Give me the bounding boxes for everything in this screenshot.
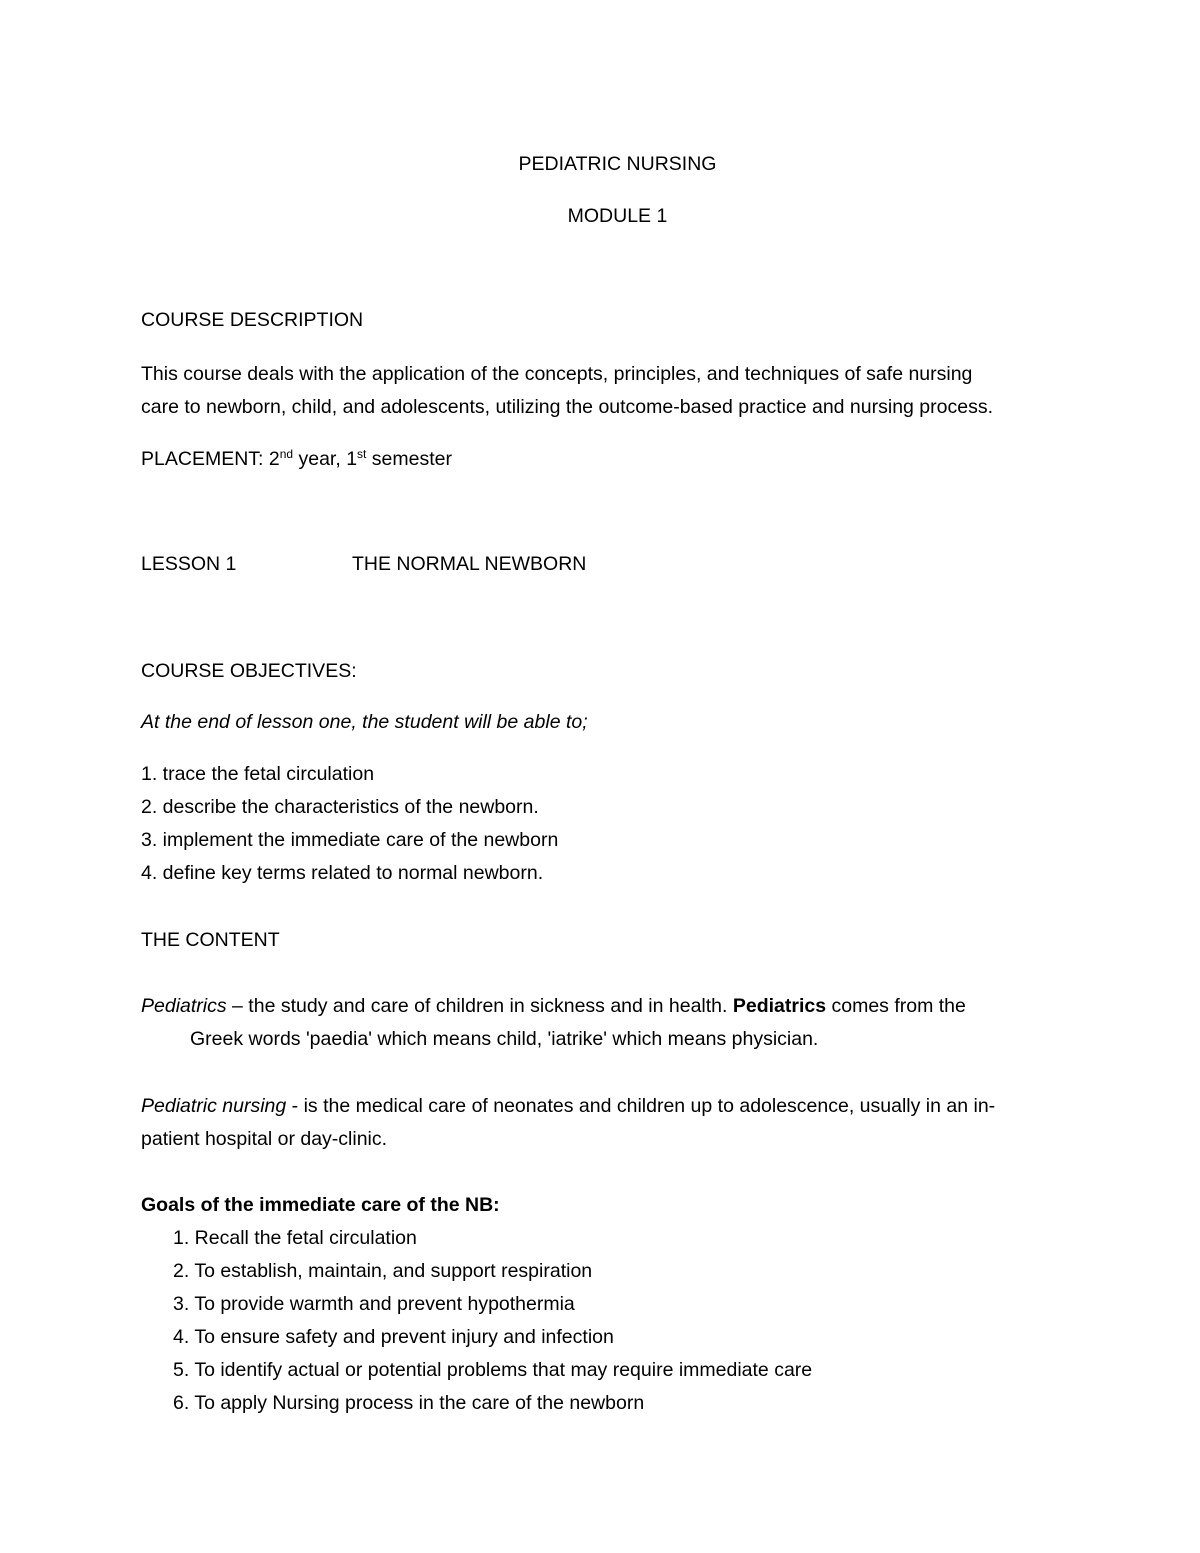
document-title: PEDIATRIC NURSING	[518, 153, 717, 175]
pediatrics-definition-line-2: Greek words 'paedia' which means child, 'iatrike' which means physician.	[190, 1028, 819, 1050]
placement-year-text: year, 1	[293, 448, 358, 470]
course-description-line-1: This course deals with the application of the concepts, principles, and techniques of safe nursing	[141, 363, 973, 385]
pediatric-nursing-definition-line-2: patient hospital or day-clinic.	[141, 1128, 388, 1150]
pediatrics-definition: – the study and care of children in sickness and in health.	[226, 995, 733, 1017]
lesson-number: LESSON 1	[141, 553, 237, 575]
placement-year-suffix: nd	[279, 447, 294, 461]
pediatric-nursing-definition-line-1	[141, 1090, 995, 1123]
pediatrics-definition-cont: comes from the	[826, 995, 966, 1017]
content-heading: THE CONTENT	[141, 929, 280, 951]
pediatric-nursing-term: Pediatric nursing	[141, 1095, 287, 1117]
objectives-heading: COURSE OBJECTIVES:	[141, 660, 357, 682]
course-description-line-2: care to newborn, child, and adolescents, utilizing the outcome-based practice and nursing process.	[141, 396, 993, 418]
placement-semester-text: semester	[366, 448, 452, 470]
goals-heading: Goals of the immediate care of the NB:	[141, 1194, 500, 1216]
course-description-heading: COURSE DESCRIPTION	[141, 309, 364, 331]
objective-item: 1. trace the fetal circulation	[141, 763, 375, 785]
goal-item: 3. To provide warmth and prevent hypothermia	[173, 1293, 575, 1315]
lesson-title: THE NORMAL NEWBORN	[352, 553, 587, 575]
pediatric-nursing-definition: - is the medical care of neonates and children up to adolescence, usually in an in-	[286, 1095, 996, 1117]
goal-item: 1. Recall the fetal circulation	[173, 1227, 417, 1249]
objective-item: 3. implement the immediate care of the newborn	[141, 829, 559, 851]
goal-item: 2. To establish, maintain, and support respiration	[173, 1260, 593, 1282]
placement-line	[141, 443, 452, 476]
placement-label: PLACEMENT:	[141, 448, 264, 470]
placement-year-number: 2	[263, 448, 280, 470]
goal-item: 6. To apply Nursing process in the care of the newborn	[173, 1392, 645, 1414]
pediatrics-definition-line-1	[141, 990, 966, 1023]
pediatrics-bold-term: Pediatrics	[732, 995, 827, 1017]
goal-item: 5. To identify actual or potential problems that may require immediate care	[173, 1359, 813, 1381]
pediatrics-term: Pediatrics	[141, 995, 227, 1017]
objectives-intro: At the end of lesson one, the student will be able to;	[141, 711, 588, 733]
objective-item: 4. define key terms related to normal newborn.	[141, 862, 544, 884]
objective-item: 2. describe the characteristics of the newborn.	[141, 796, 539, 818]
goal-item: 4. To ensure safety and prevent injury and infection	[173, 1326, 614, 1348]
placement-semester-suffix: st	[357, 447, 367, 461]
module-label: MODULE 1	[567, 205, 668, 227]
